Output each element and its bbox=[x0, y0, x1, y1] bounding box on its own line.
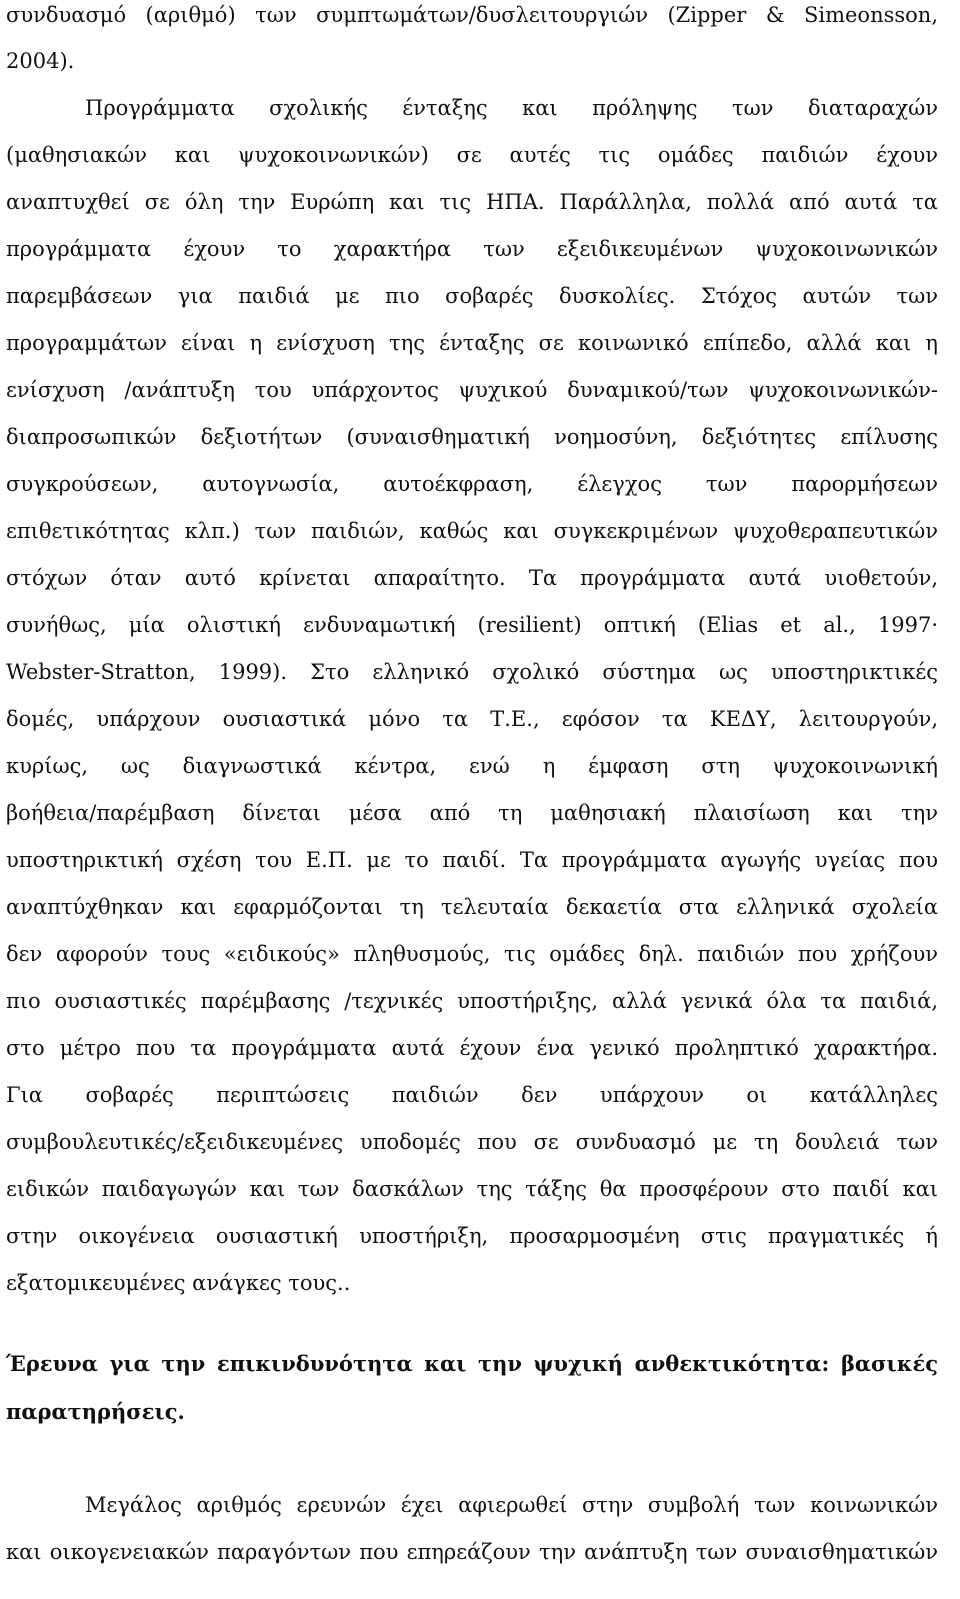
paragraph-line: πιο ουσιαστικές παρέμβασης /τεχνικές υποστήριξης, αλλά γενικά όλα τα παιδιά, bbox=[6, 989, 938, 1013]
paragraph-line: Προγράμματα σχολικής ένταξης και πρόληψης των διαταραχών bbox=[85, 96, 938, 120]
paragraph-line: στόχων όταν αυτό κρίνεται απαραίτητο. Τα προγράμματα αυτά υιοθετούν, bbox=[6, 566, 938, 590]
paragraph-line: υποστηρικτική σχέση του Ε.Π. με το παιδί. Τα προγράμματα αγωγής υγείας που bbox=[6, 848, 938, 872]
paragraph-line: παρεμβάσεων για παιδιά με πιο σοβαρές δυσκολίες. Στόχος αυτών των bbox=[6, 284, 938, 308]
paragraph-line: βοήθεια/παρέμβαση δίνεται μέσα από τη μαθησιακή πλαισίωση και την bbox=[6, 801, 938, 825]
paragraph-line: δεν αφορούν τους «ειδικούς» πληθυσμούς, τις ομάδες δηλ. παιδιών που χρήζουν bbox=[6, 942, 938, 966]
section-heading-line: Έρευνα για την επικινδυνότητα και την ψυχική ανθεκτικότητα: βασικές bbox=[6, 1351, 938, 1376]
paragraph-line: συγκρούσεων, αυτογνωσία, αυτοέκφραση, έλεγχος των παρορμήσεων bbox=[6, 472, 938, 496]
paragraph-line: προγράμματα έχουν το χαρακτήρα των εξειδικευμένων ψυχοκοινωνικών bbox=[6, 237, 938, 261]
paragraph-line: (μαθησιακών και ψυχοκοινωνικών) σε αυτές τις ομάδες παιδιών έχουν bbox=[6, 143, 938, 167]
paragraph-line: αναπτυχθεί σε όλη την Ευρώπη και τις ΗΠΑ. Παράλληλα, πολλά από αυτά τα bbox=[6, 190, 938, 214]
paragraph-line: Μεγάλος αριθμός ερευνών έχει αφιερωθεί στην συμβολή των κοινωνικών bbox=[85, 1493, 938, 1517]
paragraph-line: εξατομικευμένες ανάγκες τους.. bbox=[6, 1271, 351, 1295]
paragraph-line: στην οικογένεια ουσιαστική υποστήριξη, προσαρμοσμένη στις πραγματικές ή bbox=[6, 1224, 938, 1248]
paragraph-line: Webster-Stratton, 1999). Στο ελληνικό σχολικό σύστημα ως υποστηρικτικές bbox=[6, 660, 938, 684]
paragraph-line: διαπροσωπικών δεξιοτήτων (συναισθηματική νοημοσύνη, δεξιότητες επίλυσης bbox=[6, 425, 938, 449]
paragraph-line: αναπτύχθηκαν και εφαρμόζονται τη τελευταία δεκαετία στα ελληνικά σχολεία bbox=[6, 895, 938, 919]
paragraph-line: κυρίως, ως διαγνωστικά κέντρα, ενώ η έμφαση στη ψυχοκοινωνική bbox=[6, 754, 938, 778]
paragraph-line: 2004). bbox=[6, 49, 75, 73]
paragraph-line: στο μέτρο που τα προγράμματα αυτά έχουν ένα γενικό προληπτικό χαρακτήρα. bbox=[6, 1036, 938, 1060]
paragraph-line: επιθετικότητας κλπ.) των παιδιών, καθώς και συγκεκριμένων ψυχοθεραπευτικών bbox=[6, 519, 938, 543]
paragraph-line: δομές, υπάρχουν ουσιαστικά μόνο τα Τ.Ε., εφόσον τα ΚΕΔΥ, λειτουργούν, bbox=[6, 707, 938, 731]
paragraph-line: ειδικών παιδαγωγών και των δασκάλων της τάξης θα προσφέρουν στο παιδί και bbox=[6, 1177, 938, 1201]
section-heading-line: παρατηρήσεις. bbox=[6, 1399, 185, 1424]
paragraph-line: συνδυασμό (αριθμό) των συμπτωμάτων/δυσλειτουργιών (Zipper & Simeonsson, bbox=[6, 3, 938, 27]
paragraph-line: συμβουλευτικές/εξειδικευμένες υποδομές που σε συνδυασμό με τη δουλειά των bbox=[6, 1130, 938, 1154]
paragraph-line: Για σοβαρές περιπτώσεις παιδιών δεν υπάρχουν οι κατάλληλες bbox=[6, 1083, 938, 1107]
paragraph-line: ενίσχυση /ανάπτυξη του υπάρχοντος ψυχικού δυναμικού/των ψυχοκοινωνικών- bbox=[6, 378, 938, 402]
paragraph-line: και οικογενειακών παραγόντων που επηρεάζουν την ανάπτυξη των συναισθηματικών bbox=[6, 1540, 938, 1564]
paragraph-line: προγραμμάτων είναι η ενίσχυση της ένταξης σε κοινωνικό επίπεδο, αλλά και η bbox=[6, 331, 938, 355]
paragraph-line: συνήθως, μία ολιστική ενδυναμωτική (resilient) οπτική (Elias et al., 1997· bbox=[6, 613, 938, 637]
